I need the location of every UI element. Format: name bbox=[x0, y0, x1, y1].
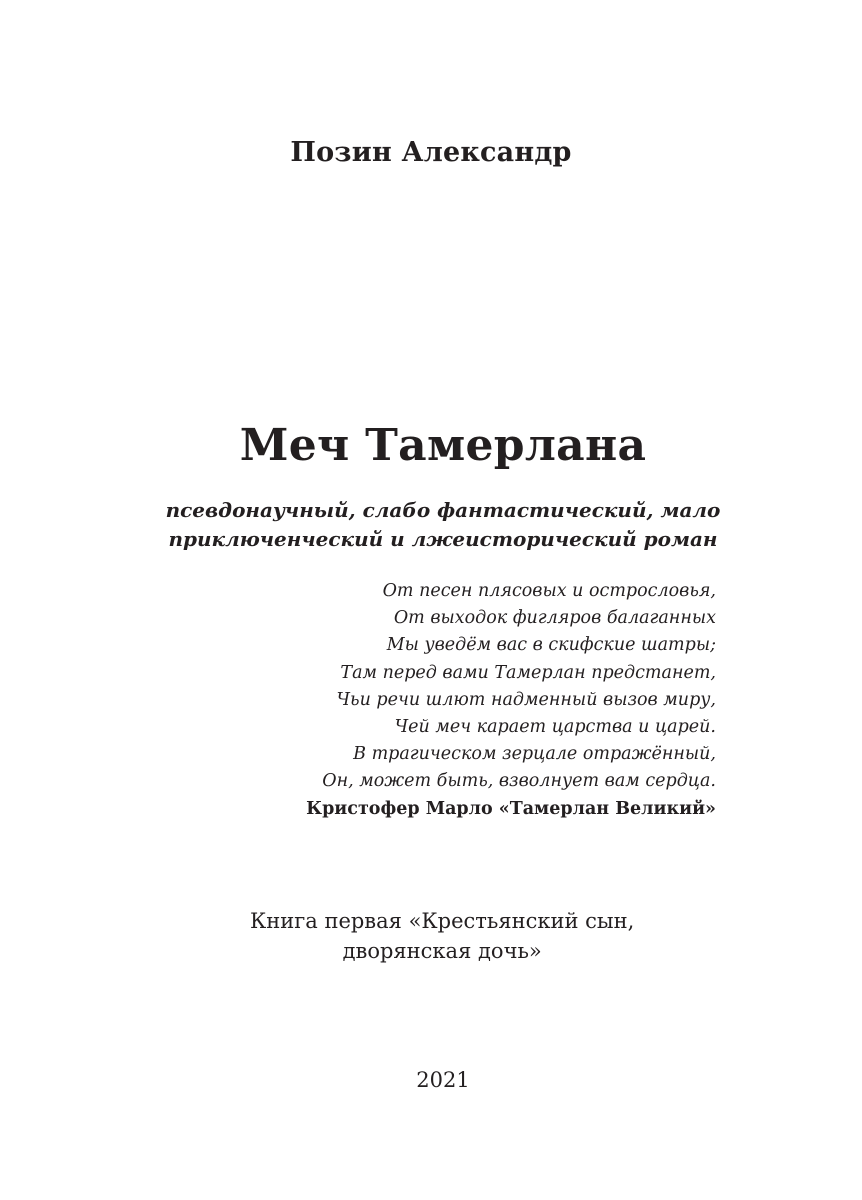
epigraph-line: В трагическом зерцале отражённый, bbox=[353, 744, 716, 765]
epigraph-line: Чьи речи шлют надменный вызов миру, bbox=[336, 689, 716, 710]
epigraph-line: Там перед вами Тамерлан предстанет, bbox=[340, 662, 716, 683]
subtitle-line: приключенческий и лжеисторический роман bbox=[168, 527, 718, 551]
epigraph-attribution: Кристофер Марло «Тамерлан Великий» bbox=[306, 798, 716, 819]
author-name: Позин Александр bbox=[290, 137, 572, 168]
epigraph-line: От выходок фигляров балаганных bbox=[393, 608, 716, 629]
book-subtitle bbox=[0, 496, 862, 554]
book-volume-line: Книга первая «Крестьянский сын, bbox=[250, 909, 635, 933]
epigraph bbox=[306, 578, 716, 823]
book-volume-line: дворянская дочь» bbox=[342, 939, 542, 963]
publication-year: 2021 bbox=[416, 1068, 470, 1092]
subtitle-line: псевдонаучный, слабо фантастический, мало bbox=[165, 498, 721, 522]
book-title: Меч Тамерлана bbox=[239, 420, 647, 471]
epigraph-line: Мы уведём вас в скифские шатры; bbox=[386, 635, 716, 656]
epigraph-line: От песен плясовых и острословья, bbox=[382, 581, 716, 601]
epigraph-line: Он, может быть, взволнует вам сердца. bbox=[322, 771, 716, 792]
epigraph-line: Чей меч карает царства и царей. bbox=[394, 717, 716, 738]
book-volume bbox=[250, 906, 634, 966]
